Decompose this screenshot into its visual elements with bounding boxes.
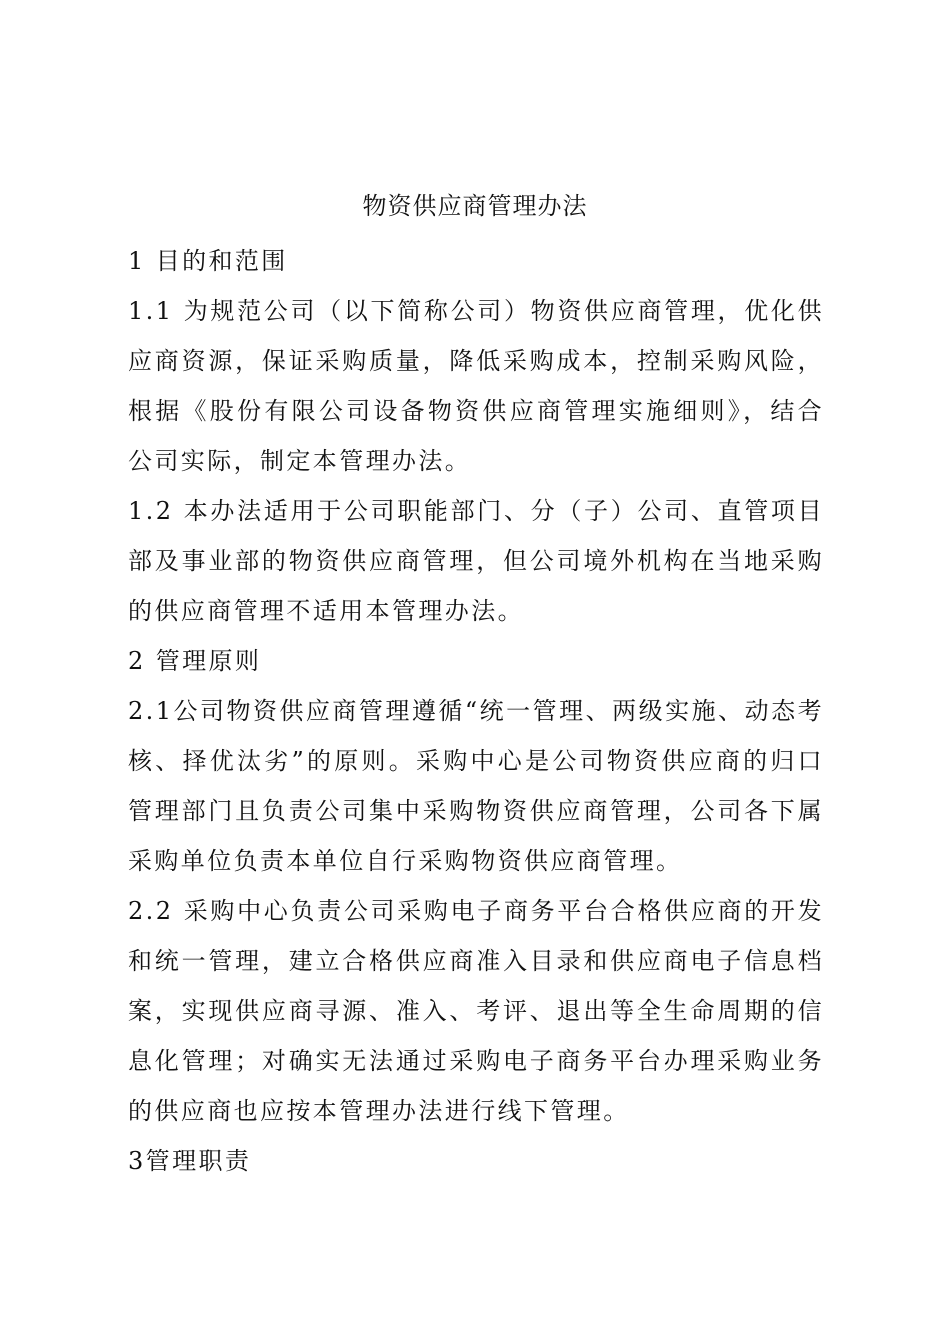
section-3-heading: 3管理职责 — [128, 1147, 252, 1175]
paragraph-2-2: 2.2 采购中心负责公司采购电子商务平台合格供应商的开发和统一管理，建立合格供应商准入目录和供应商电子信息档案，实现供应商寻源、准入、考评、退出等全生命周期的信息化管理；对确实无法通过采购电子商务平台办理采购业务的供应商也应按本管理办法进行线下管理。 — [128, 897, 824, 1125]
paragraph-2-1: 2.1公司物资供应商管理遵循“统一管理、两级实施、动态考核、择优汰劣”的原则。采购中心是公司物资供应商的归口管理部门且负责公司集中采购物资供应商管理，公司各下属采购单位负责本单位自行采购物资供应商管理。 — [128, 697, 824, 875]
section-1-heading: 1 目的和范围 — [128, 247, 288, 275]
document-body — [128, 236, 824, 1186]
section-2-heading: 2 管理原则 — [128, 647, 262, 675]
document-title: 物资供应商管理办法 — [362, 192, 588, 220]
paragraph-1-2: 1.2 本办法适用于公司职能部门、分（子）公司、直管项目部及事业部的物资供应商管理，但公司境外机构在当地采购的供应商管理不适用本管理办法。 — [128, 497, 824, 625]
paragraph-1-1: 1.1 为规范公司（以下简称公司）物资供应商管理，优化供应商资源，保证采购质量，降低采购成本，控制采购风险，根据《股份有限公司设备物资供应商管理实施细则》，结合公司实际，制定本管理办法。 — [128, 297, 824, 475]
